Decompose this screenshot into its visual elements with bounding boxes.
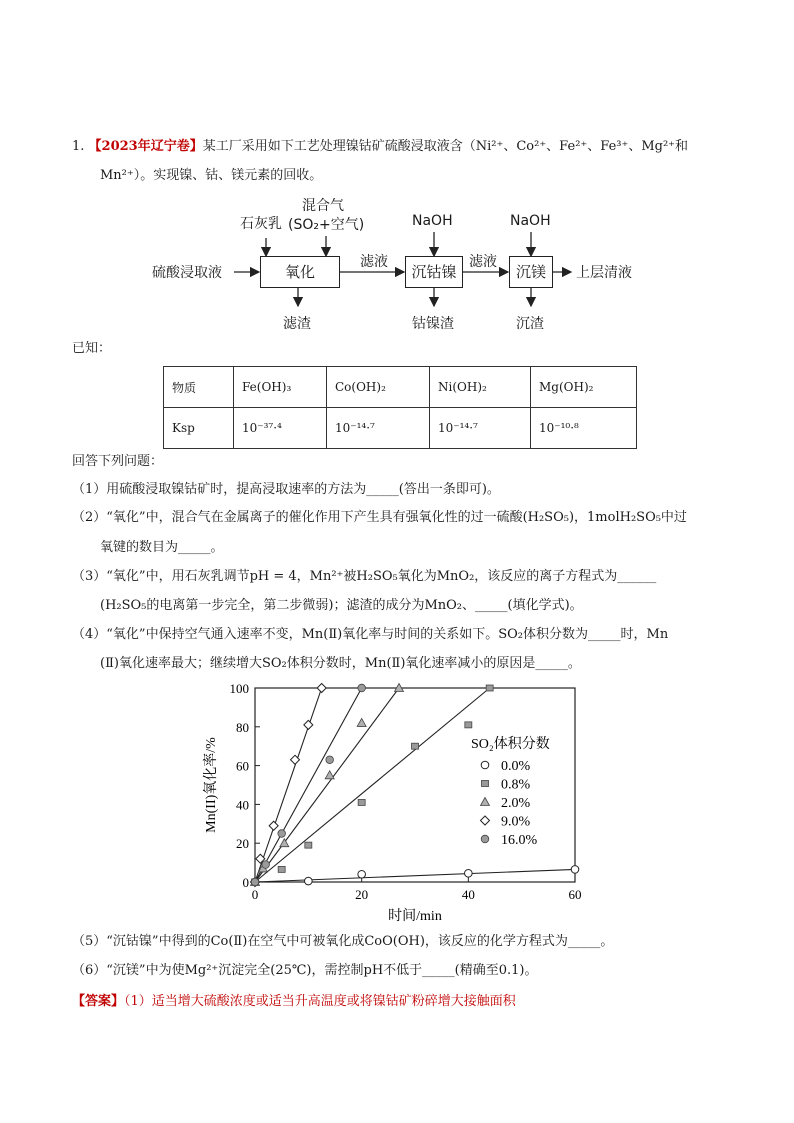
flow-gas-label-1: 混合气 <box>302 198 344 214</box>
data-point-circle-open <box>481 761 489 769</box>
y-axis-label: Mn(II)氧化率/% <box>204 737 219 833</box>
data-point-diamond <box>317 684 326 693</box>
data-point-square <box>278 866 285 872</box>
flow-output-label: 上层清液 <box>576 265 632 281</box>
data-point-circle-filled <box>278 830 286 838</box>
step-magnesium-box: 沉镁 <box>509 256 553 288</box>
flowchart-arrows <box>0 0 794 340</box>
y-tick-label: 100 <box>229 681 249 696</box>
fit-line <box>255 688 490 882</box>
table-cell: 10⁻¹⁴·⁷ <box>327 408 430 449</box>
question-intro: 某工厂采用如下工艺处理镍钴矿硫酸浸取液含（Ni²⁺、Co²⁺、Fe²⁺、Fe³⁺、Mg²⁺和 <box>202 139 689 154</box>
part-4: （4）“氧化”中保持空气通入速率不变，Mn(Ⅱ)氧化率与时间的关系如下。SO₂体积分数为_____时，Mn <box>72 627 669 642</box>
flow-residue-1: 滤渣 <box>283 316 311 332</box>
flow-residue-2: 钴镍渣 <box>412 316 454 332</box>
y-tick-label: 80 <box>236 719 249 735</box>
fit-line <box>255 688 399 882</box>
legend-entry-label: 0.8% <box>501 777 531 793</box>
table-header-cell: 物质 <box>164 367 234 408</box>
data-point-triangle <box>280 839 289 847</box>
x-tick-label: 20 <box>355 887 369 902</box>
oxidation-rate-chart <box>195 678 615 928</box>
table-header-cell: Fe(OH)₃ <box>234 367 327 408</box>
flow-residue-3: 沉渣 <box>516 316 544 332</box>
data-point-square <box>465 722 472 728</box>
y-tick-label: 60 <box>236 758 249 774</box>
part-5: （5）“沉钴镍”中得到的Co(Ⅱ)在空气中可被氧化成CoO(OH)，该反应的化学方程式为_____。 <box>72 934 614 949</box>
part-2-cont: 氧键的数目为_____。 <box>100 540 224 555</box>
answer-line <box>72 990 516 1009</box>
step-oxidation-box: 氧化 <box>260 256 340 288</box>
y-tick-label: 0 <box>242 875 249 890</box>
data-point-circle-open <box>305 877 313 885</box>
table-row-label: Ksp <box>164 408 234 449</box>
part-3-cont: (H₂SO₅的电离第一步完全，第二步微弱)；滤渣的成分为MnO₂、_____(填化学式)。 <box>100 598 583 613</box>
flow-gas-label-2: (SO₂+空气) <box>288 217 365 233</box>
table-cell: 10⁻¹⁴·⁷ <box>430 408 531 449</box>
source-tag: 【2023年辽宁卷】 <box>88 139 203 154</box>
flow-reagent-lime: 石灰乳 <box>240 216 282 232</box>
table-cell: 10⁻³⁷·⁴ <box>234 408 327 449</box>
part-6: （6）“沉镁”中为使Mg²⁺沉淀完全(25℃)，需控制pH不低于_____(精确至0.1)。 <box>72 963 538 978</box>
data-point-square <box>482 781 489 787</box>
flow-reagent-naoh-2: NaOH <box>510 213 551 229</box>
data-point-triangle <box>357 718 366 726</box>
table-header-cell: Ni(OH)₂ <box>430 367 531 408</box>
data-point-triangle <box>325 771 334 779</box>
legend-entry-label: 9.0% <box>501 814 531 830</box>
table-row <box>164 408 637 449</box>
x-axis-label: 时间/min <box>388 909 442 924</box>
part-2: （2）“氧化”中，混合气在金属离子的催化作用下产生具有强氧化性的过一硫酸(H₂SO₅)，1molH₂SO₅中过 <box>72 510 687 525</box>
data-point-circle-filled <box>251 878 259 886</box>
data-point-diamond <box>304 720 313 729</box>
table-cell: 10⁻¹⁰·⁸ <box>531 408 637 449</box>
legend-entry-label: 0.0% <box>501 759 531 774</box>
answer-text: （1）适当增大硫酸浓度或适当升高温度或将镍钴矿粉碎增大接触面积 <box>124 994 516 1009</box>
data-point-circle-open <box>571 866 579 874</box>
data-point-square <box>305 842 312 848</box>
x-tick-label: 0 <box>251 887 259 902</box>
known-label: 已知： <box>72 341 112 356</box>
data-point-triangle <box>481 798 490 806</box>
y-tick-label: 40 <box>236 797 249 813</box>
data-point-circle-filled <box>262 861 270 869</box>
data-point-diamond <box>481 816 490 825</box>
ksp-table <box>163 366 637 449</box>
fit-line <box>255 869 575 882</box>
part-4-cont: (Ⅱ)氧化速率最大；继续增大SO₂体积分数时，Mn(Ⅱ)氧化速率减小的原因是_____。 <box>100 656 581 671</box>
part-1: （1）用硫酸浸取镍钴矿时，提高浸取速率的方法为_____(答出一条即可)。 <box>72 482 500 497</box>
fit-line <box>255 688 362 882</box>
legend <box>481 759 538 848</box>
legend-entry-label: 2.0% <box>501 796 531 811</box>
table-header-cell: Mg(OH)₂ <box>531 367 637 408</box>
flow-reagent-naoh-1: NaOH <box>412 213 453 229</box>
data-point-square <box>412 743 419 749</box>
data-point-circle-open <box>465 869 473 877</box>
data-point-circle-open <box>358 870 366 878</box>
legend-title: SO₂体积分数 <box>471 737 550 752</box>
answer-prompt: 回答下列问题： <box>72 454 164 469</box>
question-line-2: Mn²⁺）。实现镍、钴、镁元素的回收。 <box>100 168 323 183</box>
data-point-square <box>486 685 493 691</box>
question-number: 1. <box>72 139 85 154</box>
part-3: （3）“氧化”中，用石灰乳调节pH = 4，Mn²⁺被H₂SO₅氧化为MnO₂，该反应的离子方程式为______ <box>72 569 657 584</box>
y-tick-label: 20 <box>236 836 249 852</box>
legend-entry-label: 16.0% <box>501 833 538 848</box>
step-cobalt-nickel-box: 沉钴镍 <box>405 256 463 288</box>
x-tick-label: 60 <box>568 887 582 902</box>
data-point-diamond <box>269 821 278 830</box>
data-point-circle-filled <box>358 684 366 692</box>
table-row <box>164 367 637 408</box>
data-point-circle-filled <box>326 756 334 764</box>
flow-filtrate-1: 滤液 <box>360 254 388 270</box>
x-tick-label: 40 <box>461 887 475 902</box>
data-point-square <box>358 799 365 805</box>
flow-filtrate-2: 滤液 <box>469 254 497 270</box>
table-header-cell: Co(OH)₂ <box>327 367 430 408</box>
answer-tag: 【答案】 <box>72 994 125 1009</box>
data-point-circle-filled <box>481 835 489 843</box>
flow-input-label: 硫酸浸取液 <box>152 265 222 281</box>
fit-line <box>255 688 322 882</box>
